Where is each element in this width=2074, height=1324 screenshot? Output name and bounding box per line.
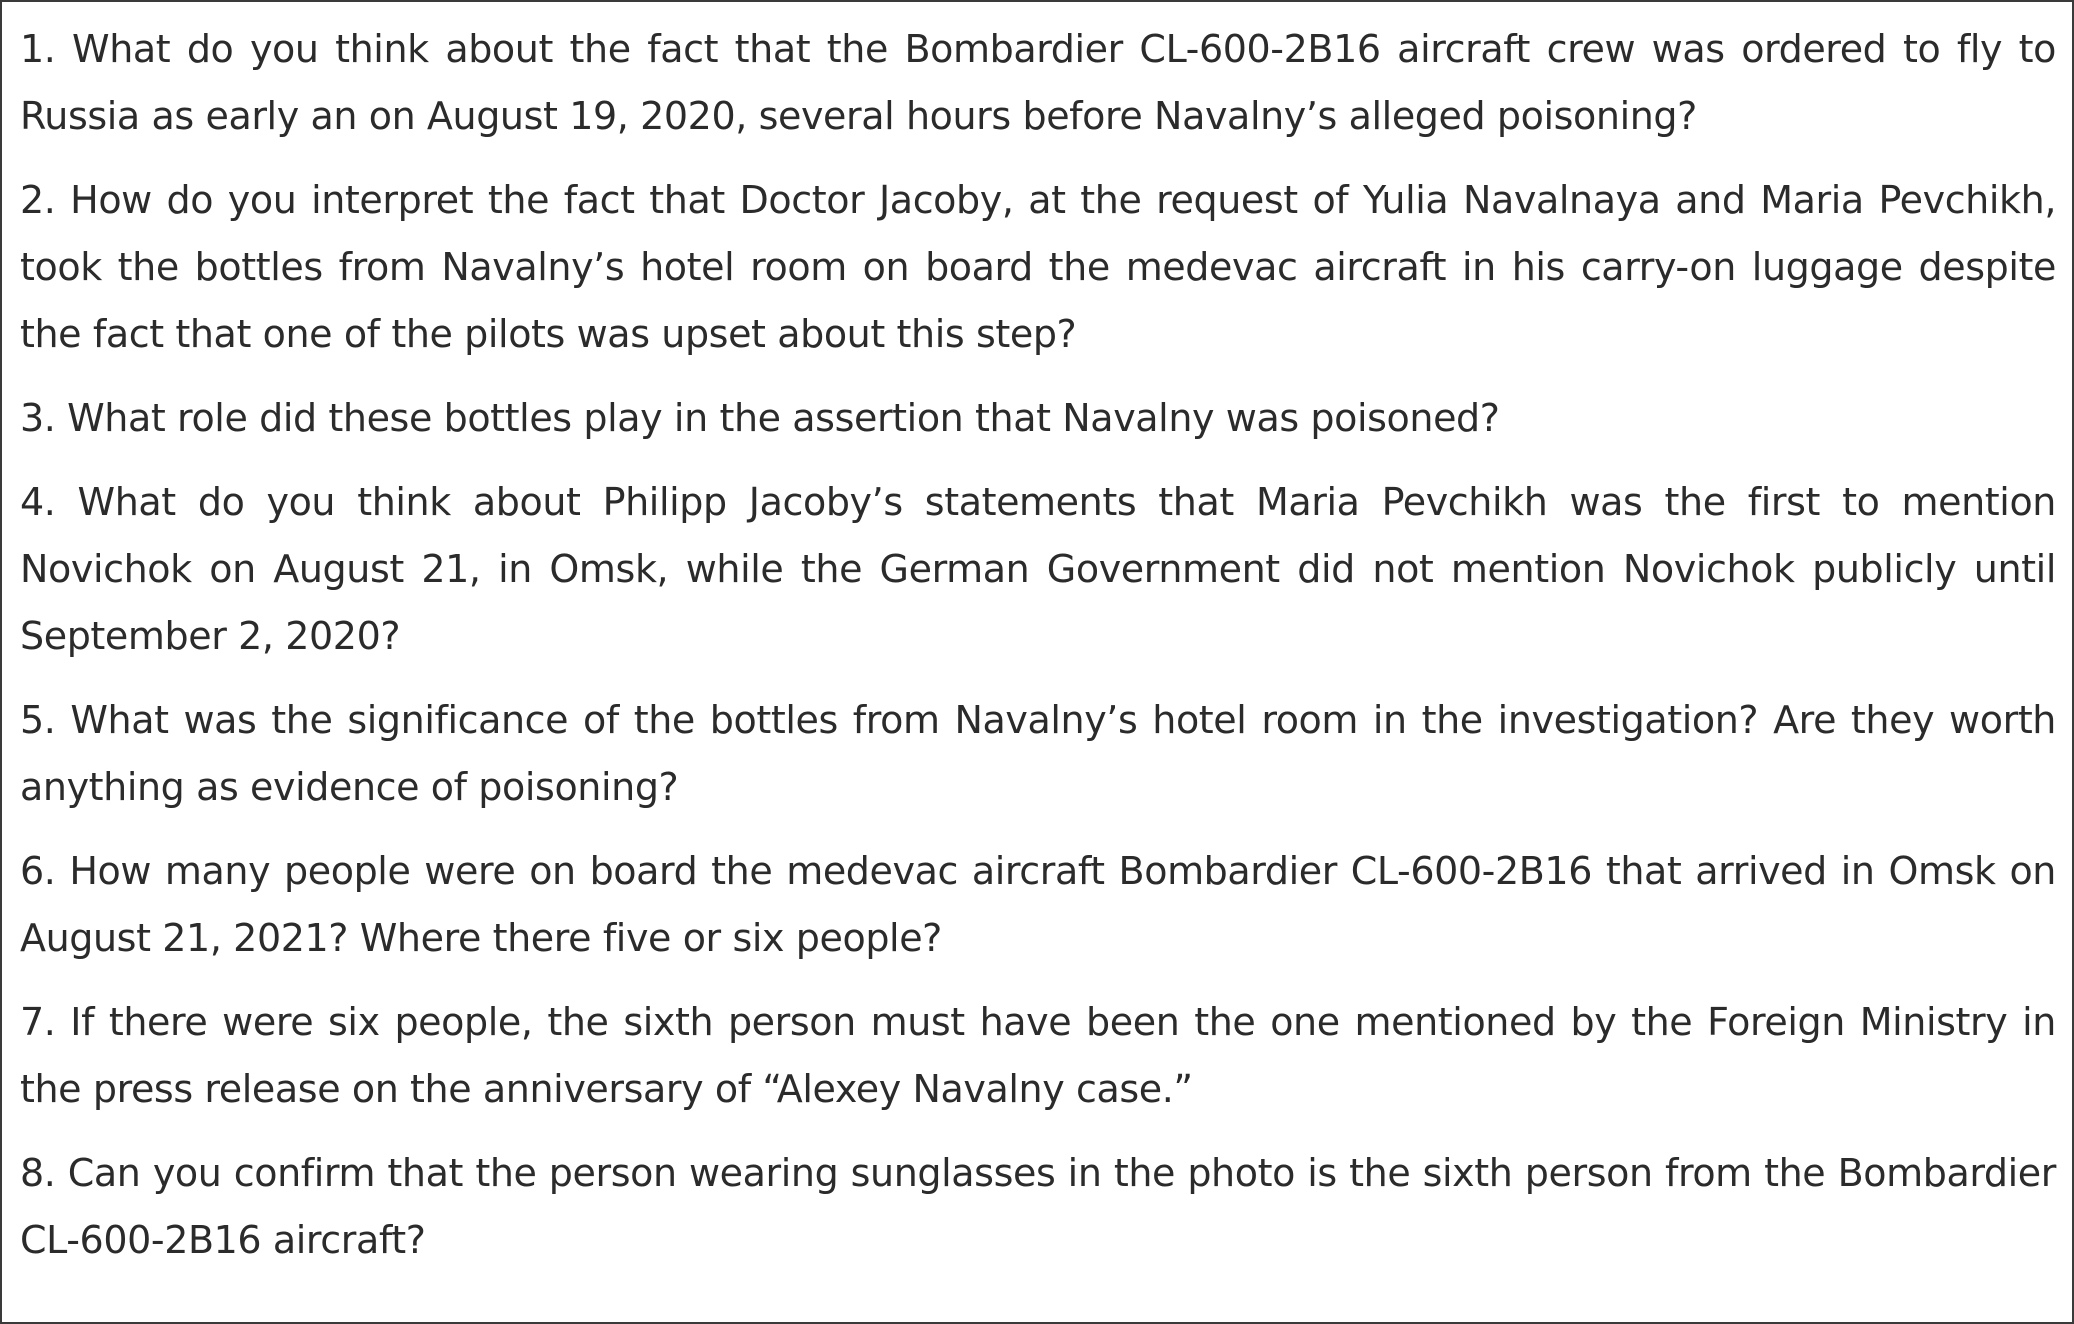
question-list xyxy=(20,16,2056,1274)
question-3: 3. What role did these bottles play in the assertion that Navalny was poisoned? xyxy=(20,396,1500,440)
question-1: 1. What do you think about the fact that the Bombardier CL-600-2B16 aircraft crew was ordered to fly to Russia as early an on August 19, 2020, several hours before Navalny’s alleged poisoning? xyxy=(20,27,2056,138)
question-8: 8. Can you confirm that the person wearing sunglasses in the photo is the sixth person from the Bombardier CL-600-2B16 aircraft? xyxy=(20,1151,2056,1262)
question-6: 6. How many people were on board the medevac aircraft Bombardier CL-600-2B16 that arrived in Omsk on August 21, 2021? Where there five or six people? xyxy=(20,849,2056,960)
question-4: 4. What do you think about Philipp Jacoby’s statements that Maria Pevchikh was the first to mention Novichok on August 21, in Omsk, while the German Government did not mention Novichok publicly until September 2, 2020? xyxy=(20,480,2056,658)
question-5: 5. What was the significance of the bottles from Navalny’s hotel room in the investigation? Are they worth anything as evidence of poisoning? xyxy=(20,698,2056,809)
question-7: 7. If there were six people, the sixth person must have been the one mentioned by the Foreign Ministry in the press release on the anniversary of “Alexey Navalny case.” xyxy=(20,1000,2056,1111)
question-2: 2. How do you interpret the fact that Doctor Jacoby, at the request of Yulia Navalnaya and Maria Pevchikh, took the bottles from Navalny’s hotel room on board the medevac aircraft in his carry-on luggage despite the fact that one of the pilots was upset about this step? xyxy=(20,178,2056,356)
